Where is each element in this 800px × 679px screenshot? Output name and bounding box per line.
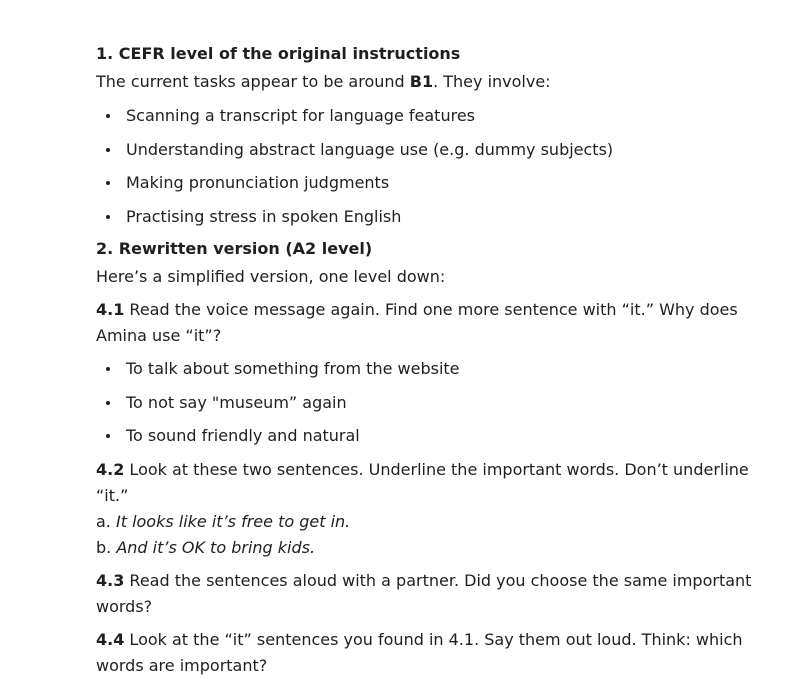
example-text: And it’s OK to bring kids. — [116, 537, 316, 557]
task-text: Read the voice message again. Find one more sentence with “it.” Why does Amina use “it”? — [96, 300, 738, 345]
list-item — [96, 390, 786, 416]
bullet-icon — [106, 434, 110, 438]
example-label: a. — [96, 511, 116, 531]
list-item — [96, 423, 786, 449]
example-sentence-b — [96, 535, 786, 561]
list-item — [96, 137, 786, 163]
section-1-bullet-list — [96, 103, 786, 230]
section-2-heading: 2. Rewritten version (A2 level) — [96, 239, 373, 258]
list-item — [96, 103, 786, 129]
bullet-icon — [106, 401, 110, 405]
intro-text-after: . They involve: — [433, 72, 551, 91]
intro-level: B1 — [409, 72, 434, 91]
example-label: b. — [96, 537, 117, 557]
section-2-intro: Here’s a simplified version, one level down: — [96, 267, 446, 286]
bullet-icon — [106, 114, 110, 118]
task-number: 4.1 — [96, 300, 125, 319]
example-text: It looks like it’s free to get in. — [115, 511, 351, 531]
list-item-text: Scanning a transcript for language features — [126, 106, 475, 125]
list-item-text: To sound friendly and natural — [126, 426, 360, 445]
list-item — [96, 356, 786, 382]
list-item — [96, 204, 786, 230]
bullet-icon — [106, 181, 110, 185]
task-4-4 — [96, 627, 786, 679]
document-body — [96, 42, 786, 679]
task-4-1-options — [96, 356, 786, 449]
section-1-heading: 1. CEFR level of the original instructions — [96, 44, 461, 63]
task-4-2 — [96, 457, 786, 509]
task-number: 4.4 — [96, 629, 125, 649]
example-sentence-a — [96, 509, 786, 535]
task-number: 4.3 — [96, 570, 125, 590]
task-text: Look at the “it” sentences you found in 4.1. Say them out loud. Think: which words are important? — [96, 629, 743, 675]
list-item-text: Understanding abstract language use (e.g. dummy subjects) — [126, 139, 614, 159]
task-4-3 — [96, 568, 786, 620]
list-item-text: To not say "museum” again — [126, 392, 347, 412]
task-number: 4.2 — [96, 459, 125, 479]
task-text: Look at these two sentences. Underline the important words. Don’t underline “it.” — [96, 459, 749, 505]
list-item-text: Making pronunciation judgments — [126, 173, 390, 192]
intro-text-before: The current tasks appear to be around — [96, 72, 410, 91]
list-item-text: To talk about something from the website — [126, 359, 460, 378]
list-item-text: Practising stress in spoken English — [126, 206, 402, 226]
bullet-icon — [106, 148, 110, 152]
list-item — [96, 170, 786, 196]
bullet-icon — [106, 367, 110, 371]
task-text: Read the sentences aloud with a partner. Did you choose the same important words? — [96, 570, 752, 616]
section-1-intro — [96, 69, 786, 95]
task-4-1 — [96, 297, 786, 349]
bullet-icon — [106, 215, 110, 219]
